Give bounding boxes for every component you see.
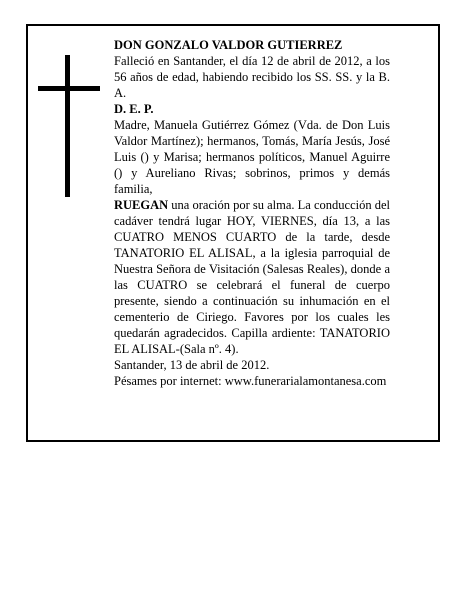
cross-horizontal-bar [38,86,100,91]
place-date: Santander, 13 de abril de 2012. [114,358,270,372]
dep-label: D. E. P. [114,102,154,116]
service-text: una oración por su alma. La conducción del cadáver tendrá lugar HOY, VIERNES, día 13, a las CUATRO MENOS CUARTO de la tarde, desde TANATORIO EL ALISAL, a la iglesia parroquial de Nuestra Señora de Visitación (Salesas Reales), donde a las CUATRO se celebrará el funeral de cuerpo presente, siendo a continuación su inhumación en el cementerio de Ciriego. Favores por los cuales les quedarán agradecidos. Capilla ardiente: TANATORIO EL ALISAL-(Sala nº. 4). [114,198,390,356]
deceased-name: DON GONZALO VALDOR GUTIERREZ [114,38,343,52]
cross-icon [38,55,100,197]
condolences-line: Pésames por internet: www.funerarialamontanesa.com [114,374,387,388]
cross-vertical-bar [65,55,70,197]
ruegan-word: RUEGAN [114,198,169,212]
obituary-text [114,37,390,389]
family-list: Madre, Manuela Gutiérrez Gómez (Vda. de Don Luis Valdor Martínez); hermanos, Tomás, María Jesús, José Luis () y Marisa; hermanos políticos, Manuel Aguirre () y Aureliano Rivas; sobrinos, primos y demás familia, [114,118,390,196]
death-info: Falleció en Santander, el día 12 de abril de 2012, a los 56 años de edad, habiendo recibido los SS. SS. y la B. A. [114,54,390,100]
service-details [114,197,390,357]
